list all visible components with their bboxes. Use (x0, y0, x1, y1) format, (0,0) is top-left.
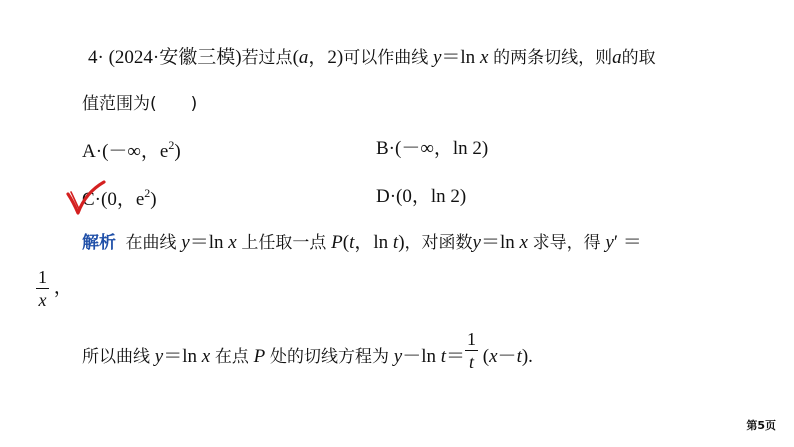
checkmark-icon (64, 180, 108, 216)
page-number: 第5页 (746, 419, 776, 432)
option-a: A·(－∞，$e^2$) (82, 138, 181, 162)
analysis-line-1: 解析 在曲线 y＝ln x 上任取一点 P(t，ln t)，对函数y＝ln x 求导，得 y′ ＝ (82, 232, 642, 253)
fraction-1-over-x: $\frac{1}{x}$ (38, 267, 47, 310)
option-d: D·(0，ln 2) (376, 186, 467, 207)
option-b: B·(－∞，ln 2) (376, 138, 489, 159)
fraction-1-over-t: $\frac{1}{t}$ (467, 329, 477, 372)
question-line-2: 值范围为( ) (82, 94, 198, 114)
analysis-line-3: 所以曲线 y＝ln x 在点 P 处的切线方程为 y－ln t＝ $\frac{1}{t}$ (x－t). (82, 329, 533, 372)
analysis-fraction-line: $\frac{1}{x}$ ， (38, 267, 73, 310)
analysis-label: 解析 (82, 233, 116, 253)
option-c: C·(0，$e^2$) (82, 186, 157, 210)
question-line-1: 4· (2024·安徽三模)若过点(a，2)可以作曲线 y＝ln x 的两条切线，则a的取 (88, 47, 656, 68)
